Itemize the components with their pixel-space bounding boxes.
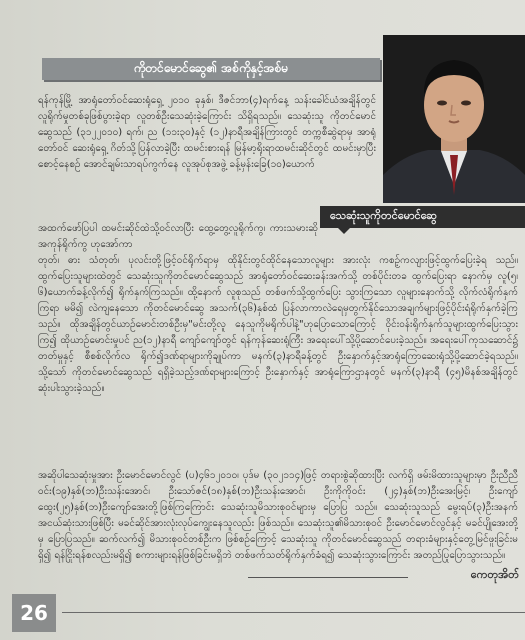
paragraph-1b-text: အထက်ဖော်ပြပါ ထမင်းဆိုင်ထဲသို့ဝင်လာပြီး ထွေ့တွေ့လူရိုက်ကွ၊ ကားသမားဆို အကုန်ရိုက်ကွ ဟုအော်ကာ — [38, 223, 318, 250]
paragraph-1 — [38, 93, 376, 173]
paragraph-3 — [38, 468, 518, 564]
footer-divider — [62, 612, 525, 613]
author-divider — [248, 577, 408, 578]
paragraph-1-text: ရန်ကုန်မြို့ အာရုံတော်ဝင်ဆေးရုံရှေ့ ၂၀၁၀ ခုနှစ်၊ ဒီဇင်ဘာ(၄)ရက်နေ့ သန်းခေါင်ယံအချိန်တွင် လူရိုက်မှုတစ်ခုဖြစ်ပွားခဲ့ရာ လူတစ်ဦးသေဆုံးခဲ့ကြောင်း သိရှိရသည်။ သေဆုံးသူ ကိုတင်မောင်ဆွေသည် (၃၁၂၂၀၁၀) ရက်၊ ည (၁၁း၃၀)နှင့် (၁၂)နာရီအချိန်ကြားတွင် တက္ကစီဆွဲရာမှ အာရုံတော်ဝင် ဆေးရုံရှေ့ ဂိတ်သို့ပြန်လာခဲ့ပြီး ထမင်းစားရန် မြန်မာ့ရိုးရာထမင်းဆိုင်တွင် ထမင်းမှာပြီး စောင့်နေစဉ် အောင်ချမ်းသာရပ်ကွက်နေ လူအုပ်စုအဖွဲ့ ခန့်မှန်းခြေ(၁၀)ယောက် — [38, 95, 376, 170]
photo-caption: သေဆုံးသူကိုတင်မောင်ဆွေ — [330, 209, 437, 222]
page-number: 26 — [20, 601, 48, 625]
paragraph-1-continued — [38, 221, 318, 253]
author-name: ကေတုအိတ် — [470, 568, 519, 581]
article-heading: ကိုတင်မောင်ဆွေ၏ အစ်ကိုနှင့်အစ်မ — [133, 61, 289, 75]
paragraph-2 — [38, 253, 518, 397]
page-number-box — [12, 594, 56, 632]
caption-pointer — [338, 228, 350, 234]
paragraph-2-text: တုတ်၊ ဓား သံတုတ်၊ ပုလင်းတို့ဖြင့်ဝင်ရိုက်ရာမှ ထိုနိုင်းတွင်ထိုင်နေသောလူများ အားလုံး ကစဉ့်ကလျားဖြင့်ထွက်ပြေးခဲ့ရ သည်။ ထွက်ပြေးသူများထဲတွင် သေဆုံးသူကိုတင်မောင်ဆွေသည် အာရုံတော်ဝင်ဆေးခန်းအက်သို့ တစ်ပိုင်းတခ ထွက်ပြေးရာ နောက်မှ လူ(၅၊၆)ယောက်ခန့်လိုက်၍ ရိုက်နှက်ကြသည်။ ထို့နောက် လူစုသည် တစ်ဖက်သို့ထွက်ပြေး သွားကြသော လူများနောက်သို့ လိုက်လံရိုက်နှက်ကြရာ မမိ၍ လဲကျနေသော ကိုတင်မောင်ဆွေ အသက်(၃၆)နှစ်ထံ ပြန်လာကာလဲရေမှတွက်နိုင်သောအချက်များဖြင့်ပိုင်းရံရိုက်နှက်ခဲ့ကြသည်။ ထိုအချိန်တွင်ယာဉ်မောင်းတစ်ဦးမှ"မင်းတို့လူ နေသူကိုမရိုက်ပါနဲ့"ဟုပြောသောကြောင့် ဝိုင်းဝန်းရိုက်နှက်သူများထွက်ပြေးသွားကြ၍ ထိုယာဉ်မောင်းမှုပင် ည(၁၂)နာရီ ကျော်ကျော်တွင် ရန်ကုန်ဆေးရုံကြီး အရေးပေါ်သို့ပို့ဆောင်ပေးခဲ့သည်။ အရေးပေါ်ကုသဆောင်၌ တတ်မှုနှင့် စီစစ်လိုက်လ ရိုက်၍ဒဏ်ရာများကိုချုပ်ကာ မနက်(၃)နာရီခန့်တွင် ဦးနှောက်နှင့်အာရုံကြောဆေးရုံသို့ပို့ဆောင်ခဲ့ရသည်။ သို့သော် ကိုတင်မောင်ဆွေသည် ရရှိခဲ့သည့်ဒဏ်ရာများကြောင့် ဦးနှောက်နှင့် အာရုံကြောဌာနတွင် မနက်(၃)နာရီ (၄၅)မိနစ်အချိန်တွင် ဆုံးပါးသွားခဲ့သည်။ — [38, 255, 518, 394]
article-heading-box — [42, 58, 380, 80]
portrait-photo — [383, 35, 525, 203]
paragraph-3-text: အဆိုပါသေဆုံးမှုအား ဦးမောင်မောင်လွင် (ပ)၄၆၁၂၀၁၀၊ ပုဒ်မ (၃၀၂၁၁၄)ဖြင့် တရားစွဲဆိုထားပြီး လက်ရှိ ဖမ်းမိထားသူများမှာ ဦးညီညီဝင်း(၁၉)နှစ်(ဘ)ဦးသန်းအောင်၊ ဦးသော်ဇင်(၁၈)နှစ်(ဘ)ဦးသန်းအောင်၊ ဦးကိုကိုဝင်း (၂၄)နှစ်(ဘ)ဦးအေးမြင့်၊ ဦးကျော်ထွေး(၂၅)နှစ်(ဘ)ဦးကျော်အေးတို့ဖြစ်ကြကြောင်း သေဆုံးသူမိသားစုဝင်များမှ ပြောပြ သည်။ သေဆုံးသူသည် မွေးရပ်(၃)ဦးအနက် အငယ်ဆုံးသားဖြစ်ပြီး မခင်ဆိုင်အားလုံးလုပ်ကျွေးနေသူလည်း ဖြစ်သည်။ သေဆုံးသူ၏မိသားစုဝင် ဦးမောင်မောင်လွင်နှင့် မခင်ပျိုအေးတို့မှ ပြောပြသည်။ ဆက်လက်၍ မိသားစုဝင်တစ်ဦးက ဖြစ်စဉ်ကြောင့် သေဆုံးသူ ကိုတင်မောင်ဆွေသည် တရားခံများနှင့်တွေ့မြင်ဖူးခြင်းမရှိ၍ ရန်ငြိုးရန်စလည်းမရှိ၍ စကားများရန်ဖြစ်ခြင်းမရှိဘဲ တစ်ဖက်သတ်ရိုက်နှက်ခံရ၍ သေဆုံးသွားကြောင်း အတည်ပြုပြောသွားသည်။ — [38, 470, 518, 561]
photo-caption-box — [320, 206, 525, 228]
